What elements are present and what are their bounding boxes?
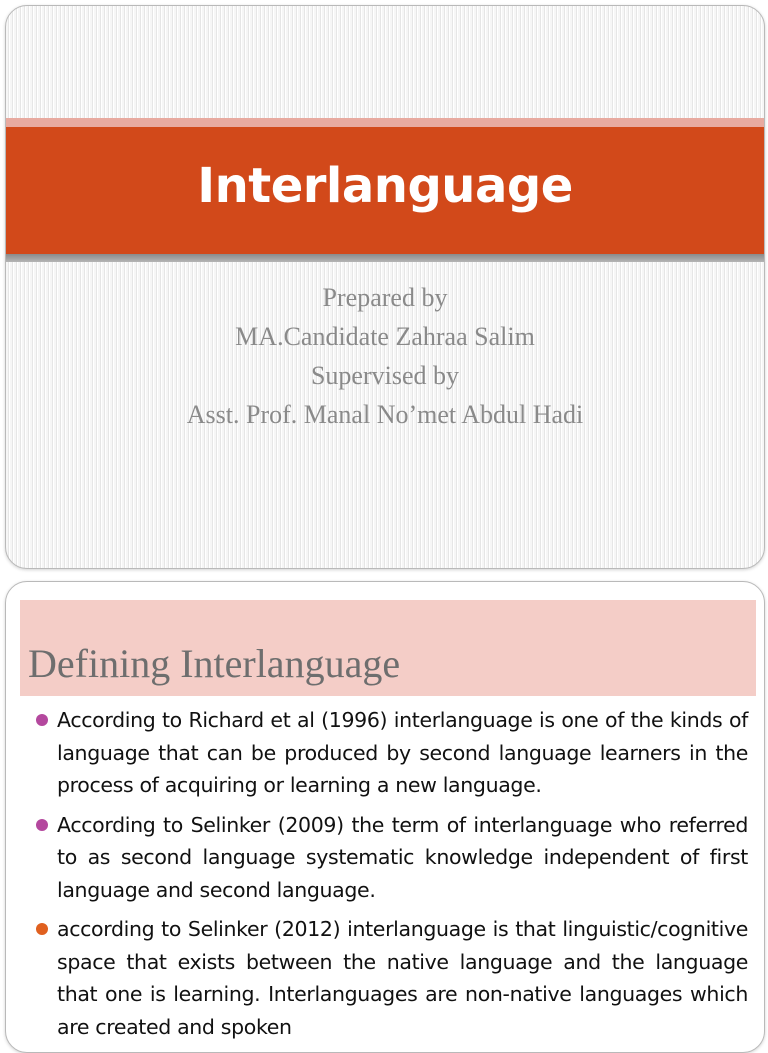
title-band — [6, 127, 764, 254]
subtitle-line: MA.Candidate Zahraa Salim — [235, 322, 535, 351]
subtitle-block — [6, 278, 764, 434]
list-item — [36, 704, 748, 802]
subtitle-line: Prepared by — [322, 283, 448, 312]
bullet-list — [36, 704, 748, 1050]
list-item — [36, 913, 748, 1043]
heading-box — [20, 600, 756, 696]
bullet-text: according to Selinker (2012) interlanguage is that linguistic/cognitive space that exists between the native language and the language that one is learning. Interlanguages are non-native languages which are created and spoken — [57, 917, 748, 1039]
title-slide — [5, 5, 765, 569]
title-band-accent — [6, 118, 764, 127]
bullet-icon — [36, 923, 48, 935]
list-item — [36, 809, 748, 907]
bullet-text: According to Selinker (2009) the term of interlanguage who referred to as second language systematic knowledge independent of first language and second language. — [57, 812, 748, 902]
subtitle-line: Asst. Prof. Manal No’met Abdul Hadi — [186, 400, 584, 429]
subtitle-line: Supervised by — [310, 361, 460, 390]
bullet-icon — [36, 819, 48, 831]
title-band-shadow — [6, 254, 764, 262]
slide-title: Interlanguage — [197, 157, 573, 214]
bullet-text: According to Richard et al (1996) interlanguage is one of the kinds of language that can be produced by second language learners in the process of acquiring or learning a new language. — [57, 708, 748, 797]
bullet-icon — [36, 714, 48, 726]
slide-heading: Defining Interlanguage — [28, 641, 401, 686]
definition-slide — [5, 581, 765, 1053]
